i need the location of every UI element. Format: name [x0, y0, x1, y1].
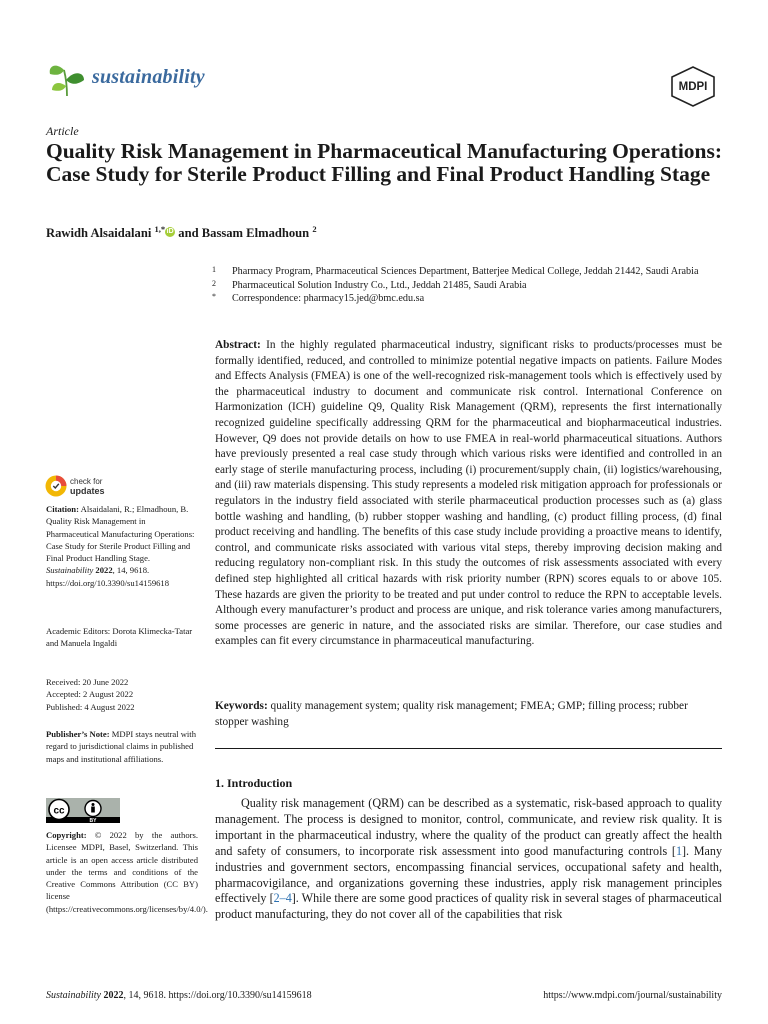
keywords-text: quality management system; quality risk management; FMEA; GMP; filling process; rubber stopper washing [215, 700, 688, 728]
journal-name[interactable]: sustainability [92, 66, 205, 88]
footer-citation [46, 990, 312, 1001]
correspondence-text[interactable]: Correspondence: pharmacy15.jed@bmc.edu.sa [232, 293, 425, 304]
mdpi-logo-icon [666, 64, 720, 108]
reference-link[interactable]: 1 [675, 843, 682, 858]
publisher-note-label: Publisher’s Note: [46, 729, 110, 739]
received-date: Received: 20 June 2022 [46, 677, 129, 687]
article-type: Article [46, 124, 79, 138]
keywords-label: Keywords: [215, 700, 268, 712]
mdpi-logo-text: MDPI [678, 81, 708, 93]
citation-year: 2022 [95, 565, 113, 576]
citation-block [46, 503, 198, 589]
introduction-text: ]. While there are some good practices of quality risk in several stages of pharmaceutical product manufacturing, they do not cover all of the capabilities that risk [215, 891, 722, 922]
affiliation-text: Pharmacy Program, Pharmaceutical Sciences Department, Batterjee Medical College, Jeddah 21442, Saudi Arabia [232, 266, 699, 277]
footer-year: 2022 [103, 990, 124, 1001]
footer-doi[interactable]: , 14, 9618. https://doi.org/10.3390/su14159618 [123, 990, 312, 1001]
author-affiliation-marker: 2 [312, 224, 317, 234]
affiliations [212, 265, 732, 306]
affiliation-number: 2 [212, 278, 216, 288]
article-dates [46, 676, 198, 713]
affiliation-item [212, 279, 732, 293]
citation-journal: Sustainability [46, 565, 94, 576]
copyright-label: Copyright: [46, 830, 87, 840]
check-for-updates-button[interactable] [44, 474, 144, 498]
affiliation-text: Pharmaceutical Solution Industry Co., Ltd., Jeddah 21485, Saudi Arabia [232, 279, 527, 291]
check-updates-text: check for [70, 477, 103, 486]
citation-doi[interactable]: , 14, 9618. https://doi.org/10.3390/su14159618 [46, 565, 170, 588]
abstract-label: Abstract: [215, 339, 261, 351]
introduction-paragraph [215, 796, 722, 923]
check-updates-text: updates [70, 486, 105, 496]
author-affiliation-marker: 1,* [154, 224, 166, 234]
journal-leaf-logo-icon [46, 60, 88, 100]
publisher-note [46, 728, 198, 765]
article-title: Quality Risk Management in Pharmaceutical Manufacturing Operations: Case Study for Sterile Product Filling and Final Product Handling Stage [46, 139, 723, 186]
introduction-text: Quality risk management (QRM) can be described as a systematic, risk-based approach to quality management. The process is designed to monitor, control, communicate, and review risk quality. It is important in the pharmaceutical industry, where the quality of the product can greatly affect the health and safety of consumers, to incorporate risk assessment into good manufacturing controls [ [215, 796, 722, 858]
keywords [215, 699, 722, 730]
author-list [46, 224, 317, 241]
citation-text: Alsaidalani, R.; Elmadhoun, B. Quality Risk Management in Pharmaceutical Manufacturing Operations: Case Study for Sterile Product Filling and Final Product Handling Stage. [46, 504, 195, 564]
orcid-icon[interactable]: iD [166, 228, 174, 236]
affiliation-number: 1 [212, 265, 216, 274]
section-divider [215, 748, 722, 749]
abstract-text: In the highly regulated pharmaceutical industry, significant risks to products/processes must be formally identified, reduced, and controlled to minimize potential negative impacts on patients. Failure Modes and Effects Analysis (FMEA) is one of the well-recognized risk-management tools which is effectively used by the pharmaceutical industry to document and communicate risk control. International Conference on Harmonization (ICH) guideline Q9, Quality Risk Management (QRM), represents the first internationally recognized guideline specifically addressing QRM for the pharmaceutical and biopharmaceutical industries. However, Q9 does not provide details on how to use FMEA in real-world pharmaceutical situations. Authors have previously presented a real case study through which various risks were identified and controlled in an early stage of sterile manufacturing process, including (i) procurement/supply chain, (ii) logistics/warehousing, and (iii) raw materials dispensing. This study represents a modeled risk mitigation approach for professionals or regulators in the industry field associated with sterile pharmaceutical production processes such as (a) glass bottle washing and handling, (b) rubber stopper washing and handling, (c) product filling process, (d) final product receiving and handling. The benefits of this case study include providing a proactive means to identify, control, and communicate risks associated with various vital steps, thereby improving decision making and reducing regulatory non-compliant risk. In this study the outcomes of risk assessments associated with every defined step highlighted all critical hazards with risk priority number (RPN) scores equals to or above 105. These hazards are given the priority to be treated and put under control to reduce the RPN to acceptable levels. Although every manufacturer’s product and process are unique, and risk tolerance varies among manufacturers, some processes are generic in nature, and the associated risks are similar. Therefore, our case studies and examples can fit every circumstance in pharmaceutical manufacturing. [215, 339, 722, 648]
footer-journal: Sustainability [46, 990, 101, 1001]
affiliation-item [212, 265, 732, 279]
cc-by-license-badge[interactable] [46, 798, 120, 823]
publisher-note-text: MDPI stays neutral with regard to jurisdictional claims in published maps and institutional affiliations. [46, 729, 196, 764]
correspondence-item [212, 292, 732, 306]
author-name[interactable]: Rawidh Alsaidalani [46, 226, 152, 241]
cc-by-label: BY [89, 818, 97, 823]
published-date: Published: 4 August 2022 [46, 701, 135, 712]
section-heading: 1. Introduction [215, 776, 293, 790]
accepted-date: Accepted: 2 August 2022 [46, 689, 134, 700]
introduction-text: ]. Many industries and government sectors, encompassing financial services, occupational safety and health, pharmacovigilance, and organizations governing these industries, apply risk management principles effectively [ [215, 843, 722, 906]
copyright-block [46, 829, 208, 915]
abstract [215, 338, 722, 650]
academic-editors: Academic Editors: Dorota Klimecka-Tatar and Manuela Ingaldi [46, 626, 193, 649]
reference-link[interactable]: 2–4 [273, 891, 292, 906]
footer-journal-url[interactable]: https://www.mdpi.com/journal/sustainability [543, 990, 722, 1001]
svg-text:cc: cc [53, 805, 65, 817]
author-conjunction: and [178, 226, 199, 241]
citation-label: Citation: [46, 504, 79, 514]
copyright-text: © 2022 by the authors. Licensee MDPI, Basel, Switzerland. This article is an open access article distributed under the terms and conditions of the Creative Commons Attribution (CC BY) license (https://creativecommons.org/licenses/by/4.0/). [46, 830, 208, 914]
affiliation-number: * [212, 292, 216, 301]
author-name[interactable]: Bassam Elmadhoun [201, 226, 310, 241]
